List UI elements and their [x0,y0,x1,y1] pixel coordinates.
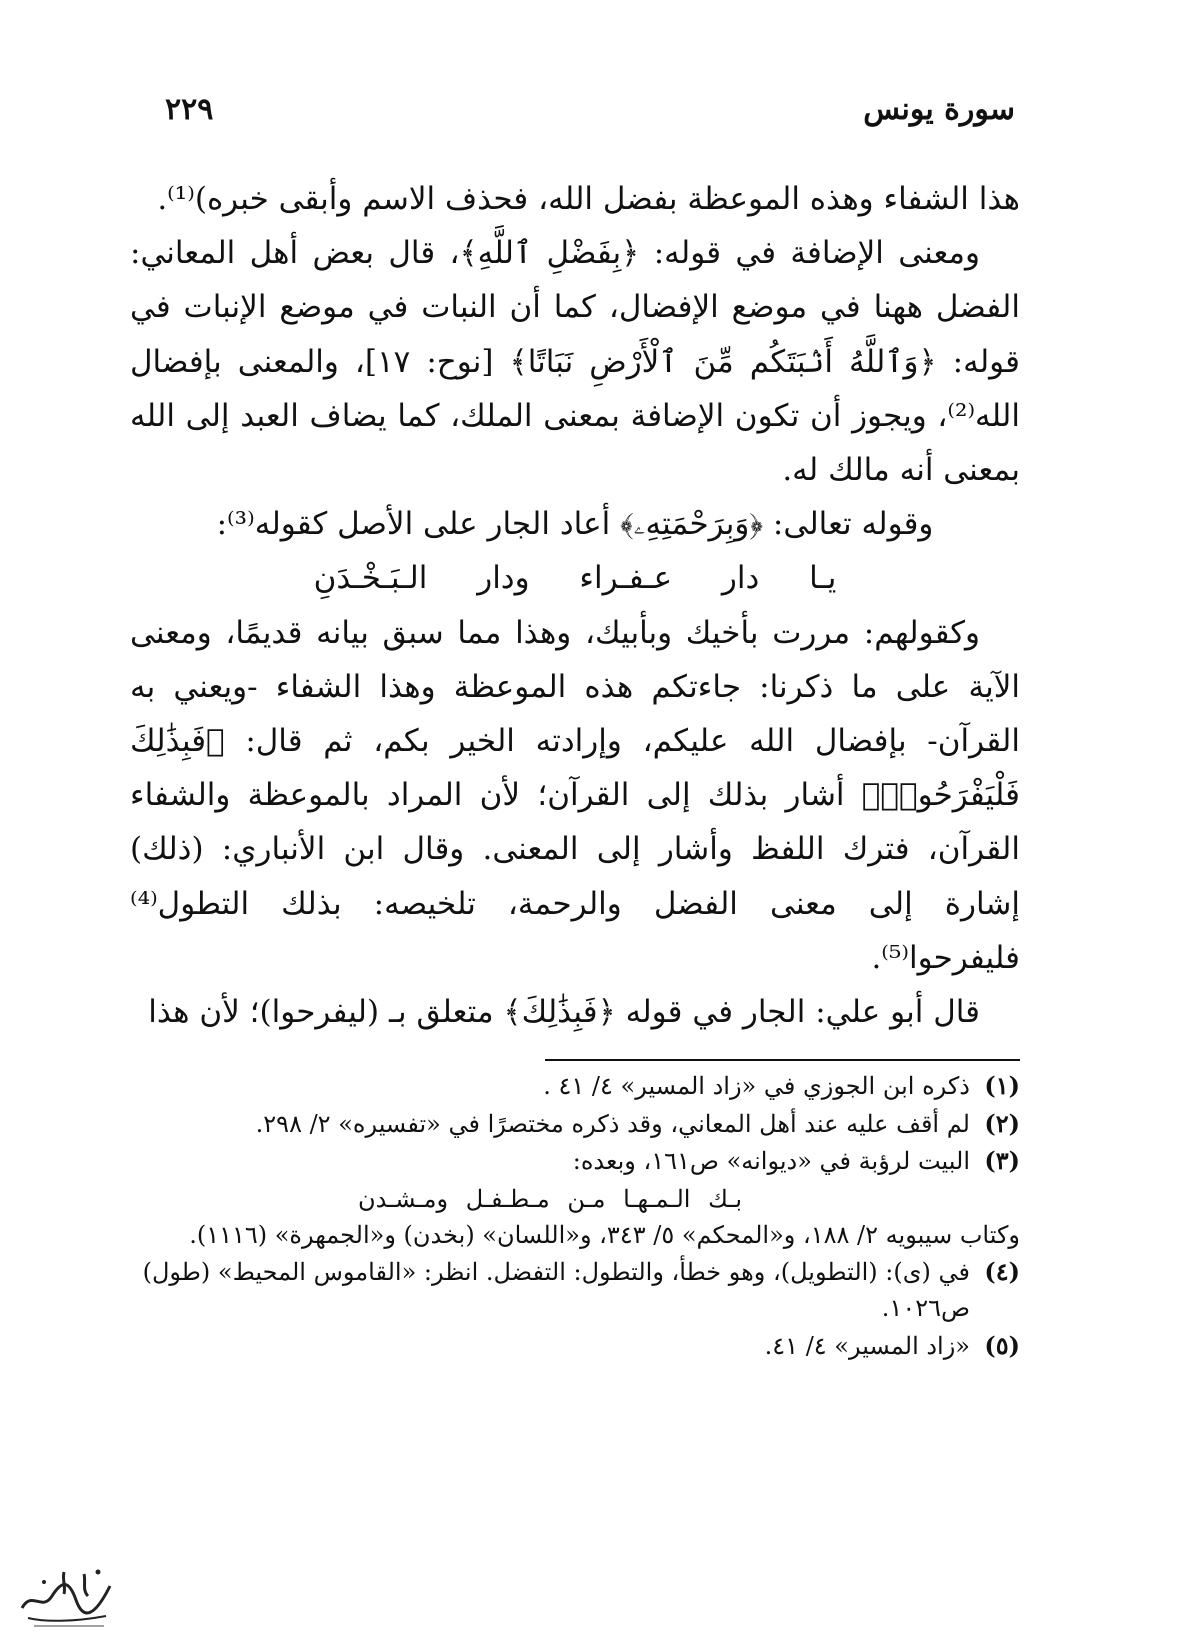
footnote-3-verse: بـك الـمـهـا مـن مـطـفـل ومـشـدن [357,1184,743,1213]
main-text [130,172,1020,1039]
footnote-number: (٤) [984,1256,1020,1286]
surah-title: سورة يونس [863,91,1015,127]
page-number: ٢٢٩ [165,91,214,127]
publisher-logo [14,1560,119,1630]
footnote-number: (٢) [984,1108,1020,1138]
footnote-3 [130,1143,1020,1180]
paragraph-2: ومعنى الإضافة في قوله: ﴿بِفَضْلِ ٱللَّهِ﴾، قال بعض أهل المعاني: الفضل ههنا في موضع الإفضال، كما أن النبات في موضع الإنبات في قوله: ﴿وَٱللَّهُ أَنۢبَتَكُم مِّنَ ٱلْأَرْضِ نَبَاتًا﴾ [نوح: ١٧]، والمعنى بإفضال الله⁽²⁾، ويجوز أن تكون الإضافة بمعنى الملك، كما يضاف العبد إلى الله بمعنى أنه مالك له. [130,235,1020,489]
footnote-1 [130,1068,1020,1105]
footnote-3-continuation: وكتاب سيبويه ٢/ ١٨٨، و«المحكم» ٥/ ٣٤٣، و«اللسان» (بخدن) و«الجمهرة» (١١١٦). [189,1221,1020,1249]
footnote-text: «زاد المسير» ٤/ ٤١. [764,1331,970,1360]
footnote-5 [130,1328,1020,1365]
footnote-2 [130,1106,1020,1143]
footnote-number: (١) [984,1071,1020,1100]
footnotes [130,1068,1020,1365]
footnote-text: لم أقف عليه عند أهل المعاني، وقد ذكره مختصرًا في «تفسيره» ٢/ ٢٩٨. [255,1109,970,1138]
footnote-text: في (ى): (التطويل)، وهو خطأ، والتطول: التفضل. انظر: «القاموس المحيط» (طول) ص١٠٢٦. [142,1257,970,1322]
footnote-4 [130,1254,1020,1327]
footnote-number: (٥) [984,1330,1020,1360]
calligraphy-logo-icon [14,1560,119,1630]
page-header [165,84,1015,134]
footnote-separator [545,1059,1020,1061]
paragraph-3: وقوله تعالى: ﴿وَبِرَحْمَتِهِۦ﴾ أعاد الجار على الأصل كقوله⁽³⁾: [216,506,934,543]
poetry-verse: يـا دار عـفـراء ودار الـبَـخْـدَنِ [313,560,837,597]
footnote-text: ذكره ابن الجوزي في «زاد المسير» ٤/ ٤١ . [543,1072,970,1100]
paragraph-4: وكقولهم: مررت بأخيك وبأبيك، وهذا مما سبق بيانه قديمًا، ومعنى الآية على ما ذكرنا: جاءتكم هذه الموعظة وهذا الشفاء -ويعني به القرآن- بإفضال الله عليكم، وإرادته الخير بكم، ثم قال: ﴿فَبِذَٰلِكَ فَلْيَفْرَحُوا۟﴾ أشار بذلك إلى القرآن؛ لأن المراد بالموعظة والشفاء القرآن، فترك اللفظ وأشار إلى المعنى. وقال ابن الأنباري: (ذلك) إشارة إلى معنى الفضل والرحمة، تلخيصه: بذلك التطول⁽⁴⁾ فليفرحوا⁽⁵⁾. [130,614,1020,976]
footnote-text: البيت لرؤبة في «ديوانه» ص١٦١، وبعده: [572,1147,970,1175]
paragraph-5: قال أبو علي: الجار في قوله ﴿فَبِذَٰلِكَ﴾ متعلق بـ (ليفرحوا)؛ لأن هذا [148,994,980,1031]
footnote-number: (٣) [984,1146,1020,1175]
paragraph-1: هذا الشفاء وهذه الموعظة بفضل الله، فحذف الاسم وأبقى خبره)⁽¹⁾. [157,181,1020,217]
